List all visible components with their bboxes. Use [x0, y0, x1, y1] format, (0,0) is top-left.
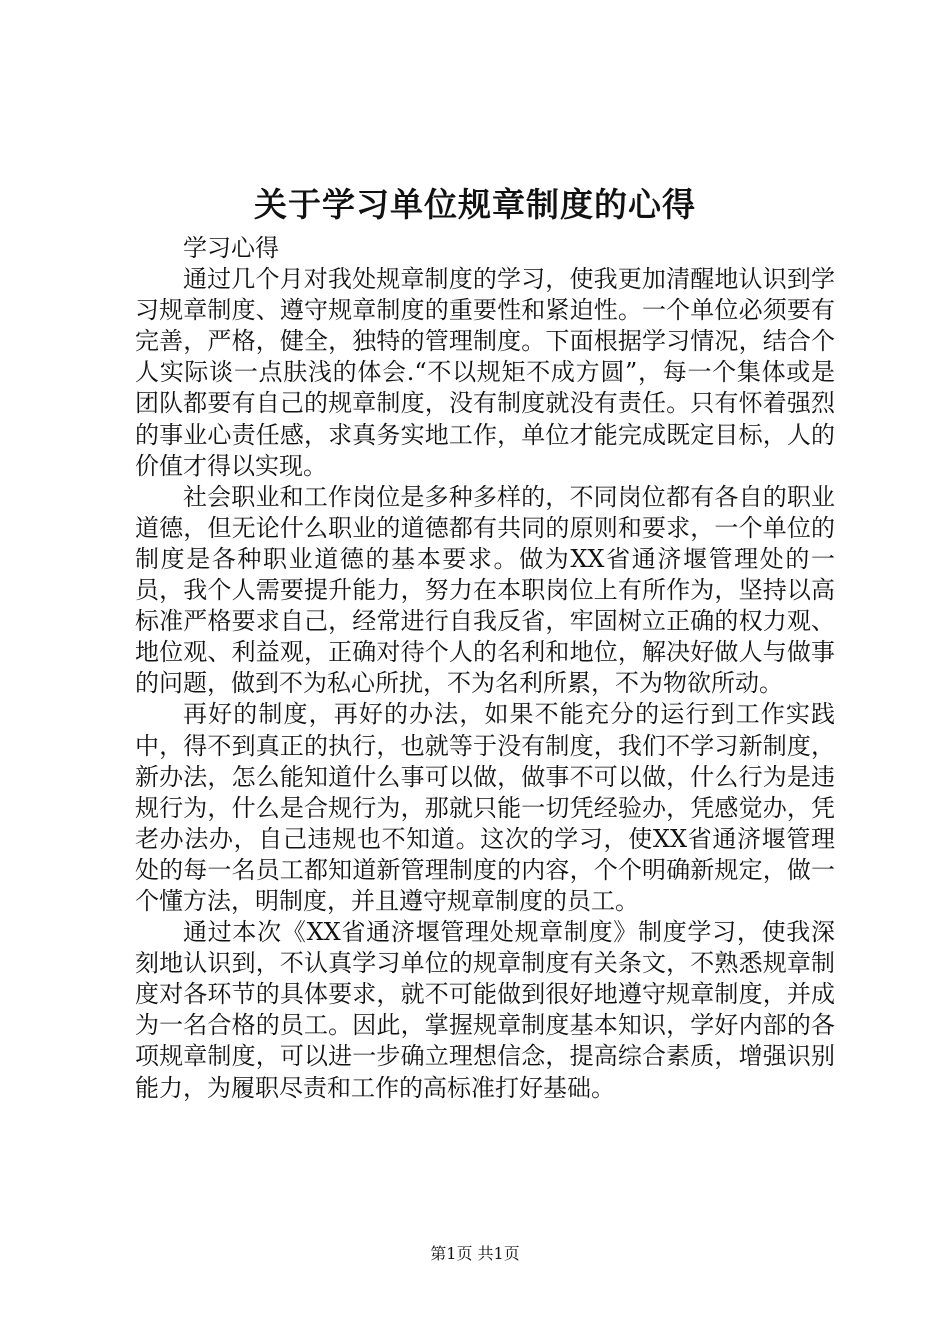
document-title: 关于学习单位规章制度的心得	[254, 185, 696, 224]
paragraph-3: 再好的制度，再好的办法，如果不能充分的运行到工作实践中，得不到真正的执行，也就等于没有制度，我们不学习新制度，新办法，怎么能知道什么事可以做，做事不可以做，什么行为是违规行为，什么是合规行为，那就只能一切凭经验办，凭感觉办，凭老办法办，自己违规也不知道。这次的学习，使XX省通济堰管理处的每一名员工都知道新管理制度的内容，个个明确新规定，做一个懂方法，明制度，并且遵守规章制度的员工。	[135, 700, 835, 915]
page-number-footer: 第1页 共1页	[430, 1244, 520, 1263]
paragraph-4: 通过本次《XX省通济堰管理处规章制度》制度学习，使我深刻地认识到，不认真学习单位的规章制度有关条文，不熟悉规章制度对各环节的具体要求，就不可能做到很好地遵守规章制度，并成为一名合格的员工。因此，掌握规章制度基本知识，学好内部的各项规章制度，可以进一步确立理想信念，提高综合素质，增强识别能力，为履职尽责和工作的高标准打好基础。	[135, 918, 835, 1102]
paragraph-2: 社会职业和工作岗位是多种多样的，不同岗位都有各自的职业道德，但无论什么职业的道德都有共同的原则和要求，一个单位的制度是各种职业道德的基本要求。做为XX省通济堰管理处的一员，我个人需要提升能力，努力在本职岗位上有所作为，坚持以高标准严格要求自己，经常进行自我反省，牢固树立正确的权力观、地位观、利益观，正确对待个人的名利和地位，解决好做人与做事的问题，做到不为私心所扰，不为名利所累，不为物欲所动。	[135, 482, 835, 698]
document-subtitle: 学习心得	[183, 234, 279, 262]
document-body	[135, 233, 835, 1104]
paragraph-1: 通过几个月对我处规章制度的学习，使我更加清醒地认识到学习规章制度、遵守规章制度的重要性和紧迫性。一个单位必须要有完善，严格，健全，独特的管理制度。下面根据学习情况，结合个人实际谈一点肤浅的体会.“不以规矩不成方圆”，每一个集体或是团队都要有自己的规章制度，没有制度就没有责任。只有怀着强烈的事业心责任感，求真务实地工作，单位才能完成既定目标，人的价值才得以实现。	[135, 265, 835, 480]
